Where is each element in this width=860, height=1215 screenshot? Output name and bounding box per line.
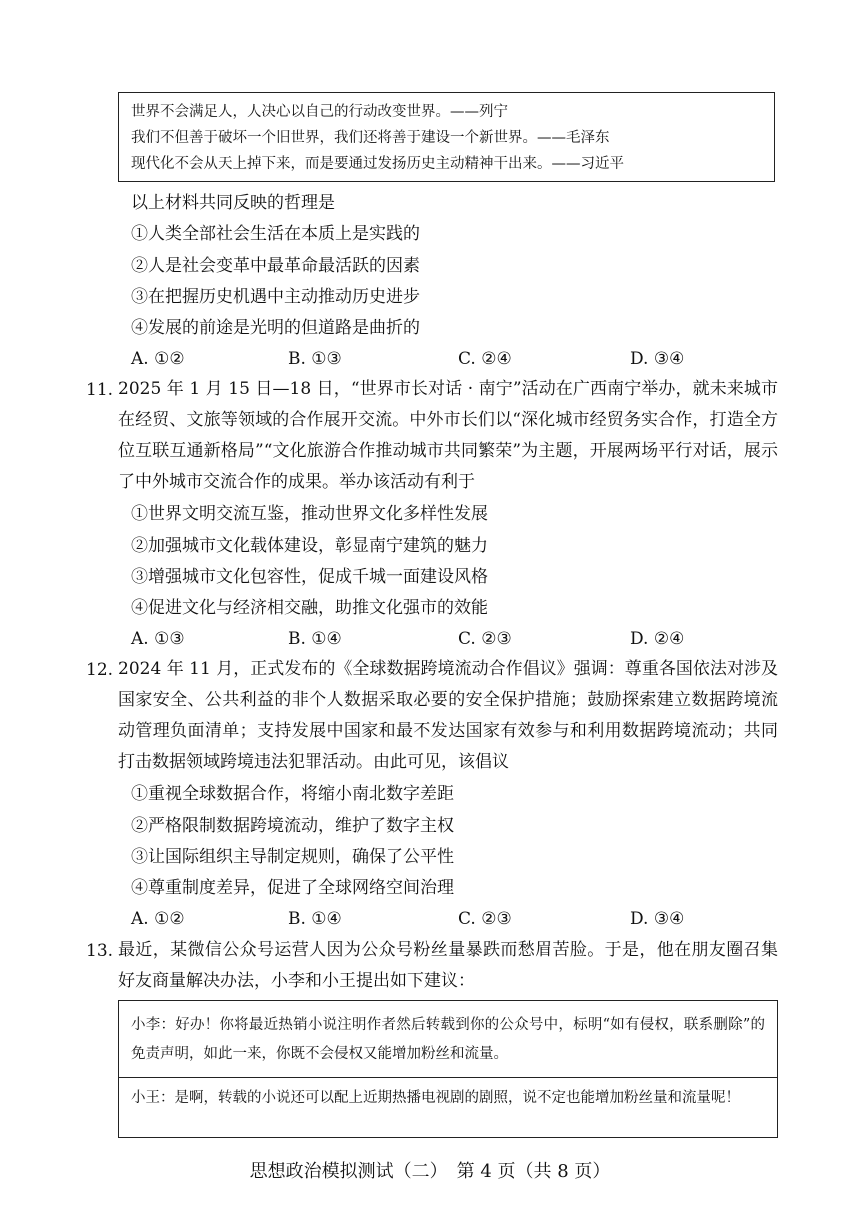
dialogue-box — [118, 1000, 778, 1138]
q11-option-d[interactable]: D. ②④ — [630, 629, 685, 649]
q11-statement-3: ③增强城市文化包容性，促成千城一面建设风格 — [131, 567, 488, 587]
q12-option-c[interactable]: C. ②③ — [458, 909, 512, 929]
q10-option-a[interactable]: A. ①② — [131, 349, 185, 369]
q10-option-d[interactable]: D. ③④ — [630, 349, 685, 369]
quote-lenin: 世界不会满足人，人决心以自己的行动改变世界。——列宁 — [131, 104, 508, 120]
q10-option-c[interactable]: C. ②④ — [458, 349, 512, 369]
q10-statement-1: ①人类全部社会生活在本质上是实践的 — [131, 224, 420, 244]
q10-statement-4: ④发展的前途是光明的但道路是曲折的 — [131, 318, 420, 338]
q10-stem: 以上材料共同反映的哲理是 — [131, 193, 335, 213]
q13-text: 最近，某微信公众号运营人因为公众号粉丝量暴跌而愁眉苦脸。于是，他在朋友圈召集好友商量解决办法，小李和小王提出如下建议： — [118, 940, 778, 991]
dialogue-xiaowang: 小王：是啊，转载的小说还可以配上近期热播电视剧的剧照，说不定也能增加粉丝量和流量呢！ — [119, 1077, 777, 1121]
quote-xi: 现代化不会从天上掉下来，而是要通过发扬历史主动精神干出来。——习近平 — [131, 156, 624, 172]
q10-statement-2: ②人是社会变革中最革命最活跃的因素 — [131, 256, 420, 276]
q12-statement-2: ②严格限制数据跨境流动，维护了数字主权 — [131, 816, 454, 836]
q11-statement-1: ①世界文明交流互鉴，推动世界文化多样性发展 — [131, 504, 488, 524]
q12-statement-1: ①重视全球数据合作，将缩小南北数字差距 — [131, 784, 454, 804]
q10-options — [131, 348, 771, 370]
q13-number: 13. — [86, 941, 114, 961]
q11-option-a[interactable]: A. ①③ — [131, 629, 185, 649]
q11-text: 2025 年 1 月 15 日—18 日，“世界市长对话 · 南宁”活动在广西南宁举办，就未来城市在经贸、文旅等领域的合作展开交流。中外市长们以“深化城市经贸务实合作，打造全方位互联互通新格局”“文化旅游合作推动城市共同繁荣”为主题，开展两场平行对话，展示了中外城市交流合作的成果。举办该活动有利于 — [118, 379, 778, 492]
q11-statement-4: ④促进文化与经济相交融，助推文化强市的效能 — [131, 598, 488, 618]
dialogue-xiaoli: 小李：好办！你将最近热销小说注明作者然后转载到你的公众号中，标明“如有侵权，联系删除”的免责声明，如此一来，你既不会侵权又能增加粉丝和流量。 — [131, 1017, 765, 1062]
q12-number: 12. — [86, 660, 114, 680]
q12-text: 2024 年 11 月，正式发布的《全球数据跨境流动合作倡议》强调：尊重各国依法对涉及国家安全、公共利益的非个人数据采取必要的安全保护措施；鼓励探索建立数据跨境流动管理负面清单；支持发展中国家和最不发达国家有效参与和利用数据跨境流动；共同打击数据领域跨境违法犯罪活动。由此可见，该倡议 — [118, 659, 778, 772]
q12-option-b[interactable]: B. ①④ — [288, 909, 342, 929]
q12-option-d[interactable]: D. ③④ — [630, 909, 685, 929]
q11-options — [131, 628, 771, 650]
q11-statement-2: ②加强城市文化载体建设，彰显南宁建筑的魅力 — [131, 536, 488, 556]
q12-statement-4: ④尊重制度差异，促进了全球网络空间治理 — [131, 878, 454, 898]
q11-number: 11. — [86, 380, 114, 400]
q11-option-b[interactable]: B. ①④ — [288, 629, 342, 649]
q12-options — [131, 908, 771, 930]
q10-option-b[interactable]: B. ①③ — [288, 349, 342, 369]
quote-mao: 我们不但善于破坏一个旧世界，我们还将善于建设一个新世界。——毛泽东 — [131, 130, 610, 146]
quote-box — [118, 92, 775, 182]
q11-option-c[interactable]: C. ②③ — [458, 629, 512, 649]
q10-statement-3: ③在把握历史机遇中主动推动历史进步 — [131, 287, 420, 307]
page-footer: 思想政治模拟测试（二） 第 4 页（共 8 页） — [249, 1161, 611, 1182]
q12-option-a[interactable]: A. ①② — [131, 909, 185, 929]
q12-statement-3: ③让国际组织主导制定规则，确保了公平性 — [131, 847, 454, 867]
